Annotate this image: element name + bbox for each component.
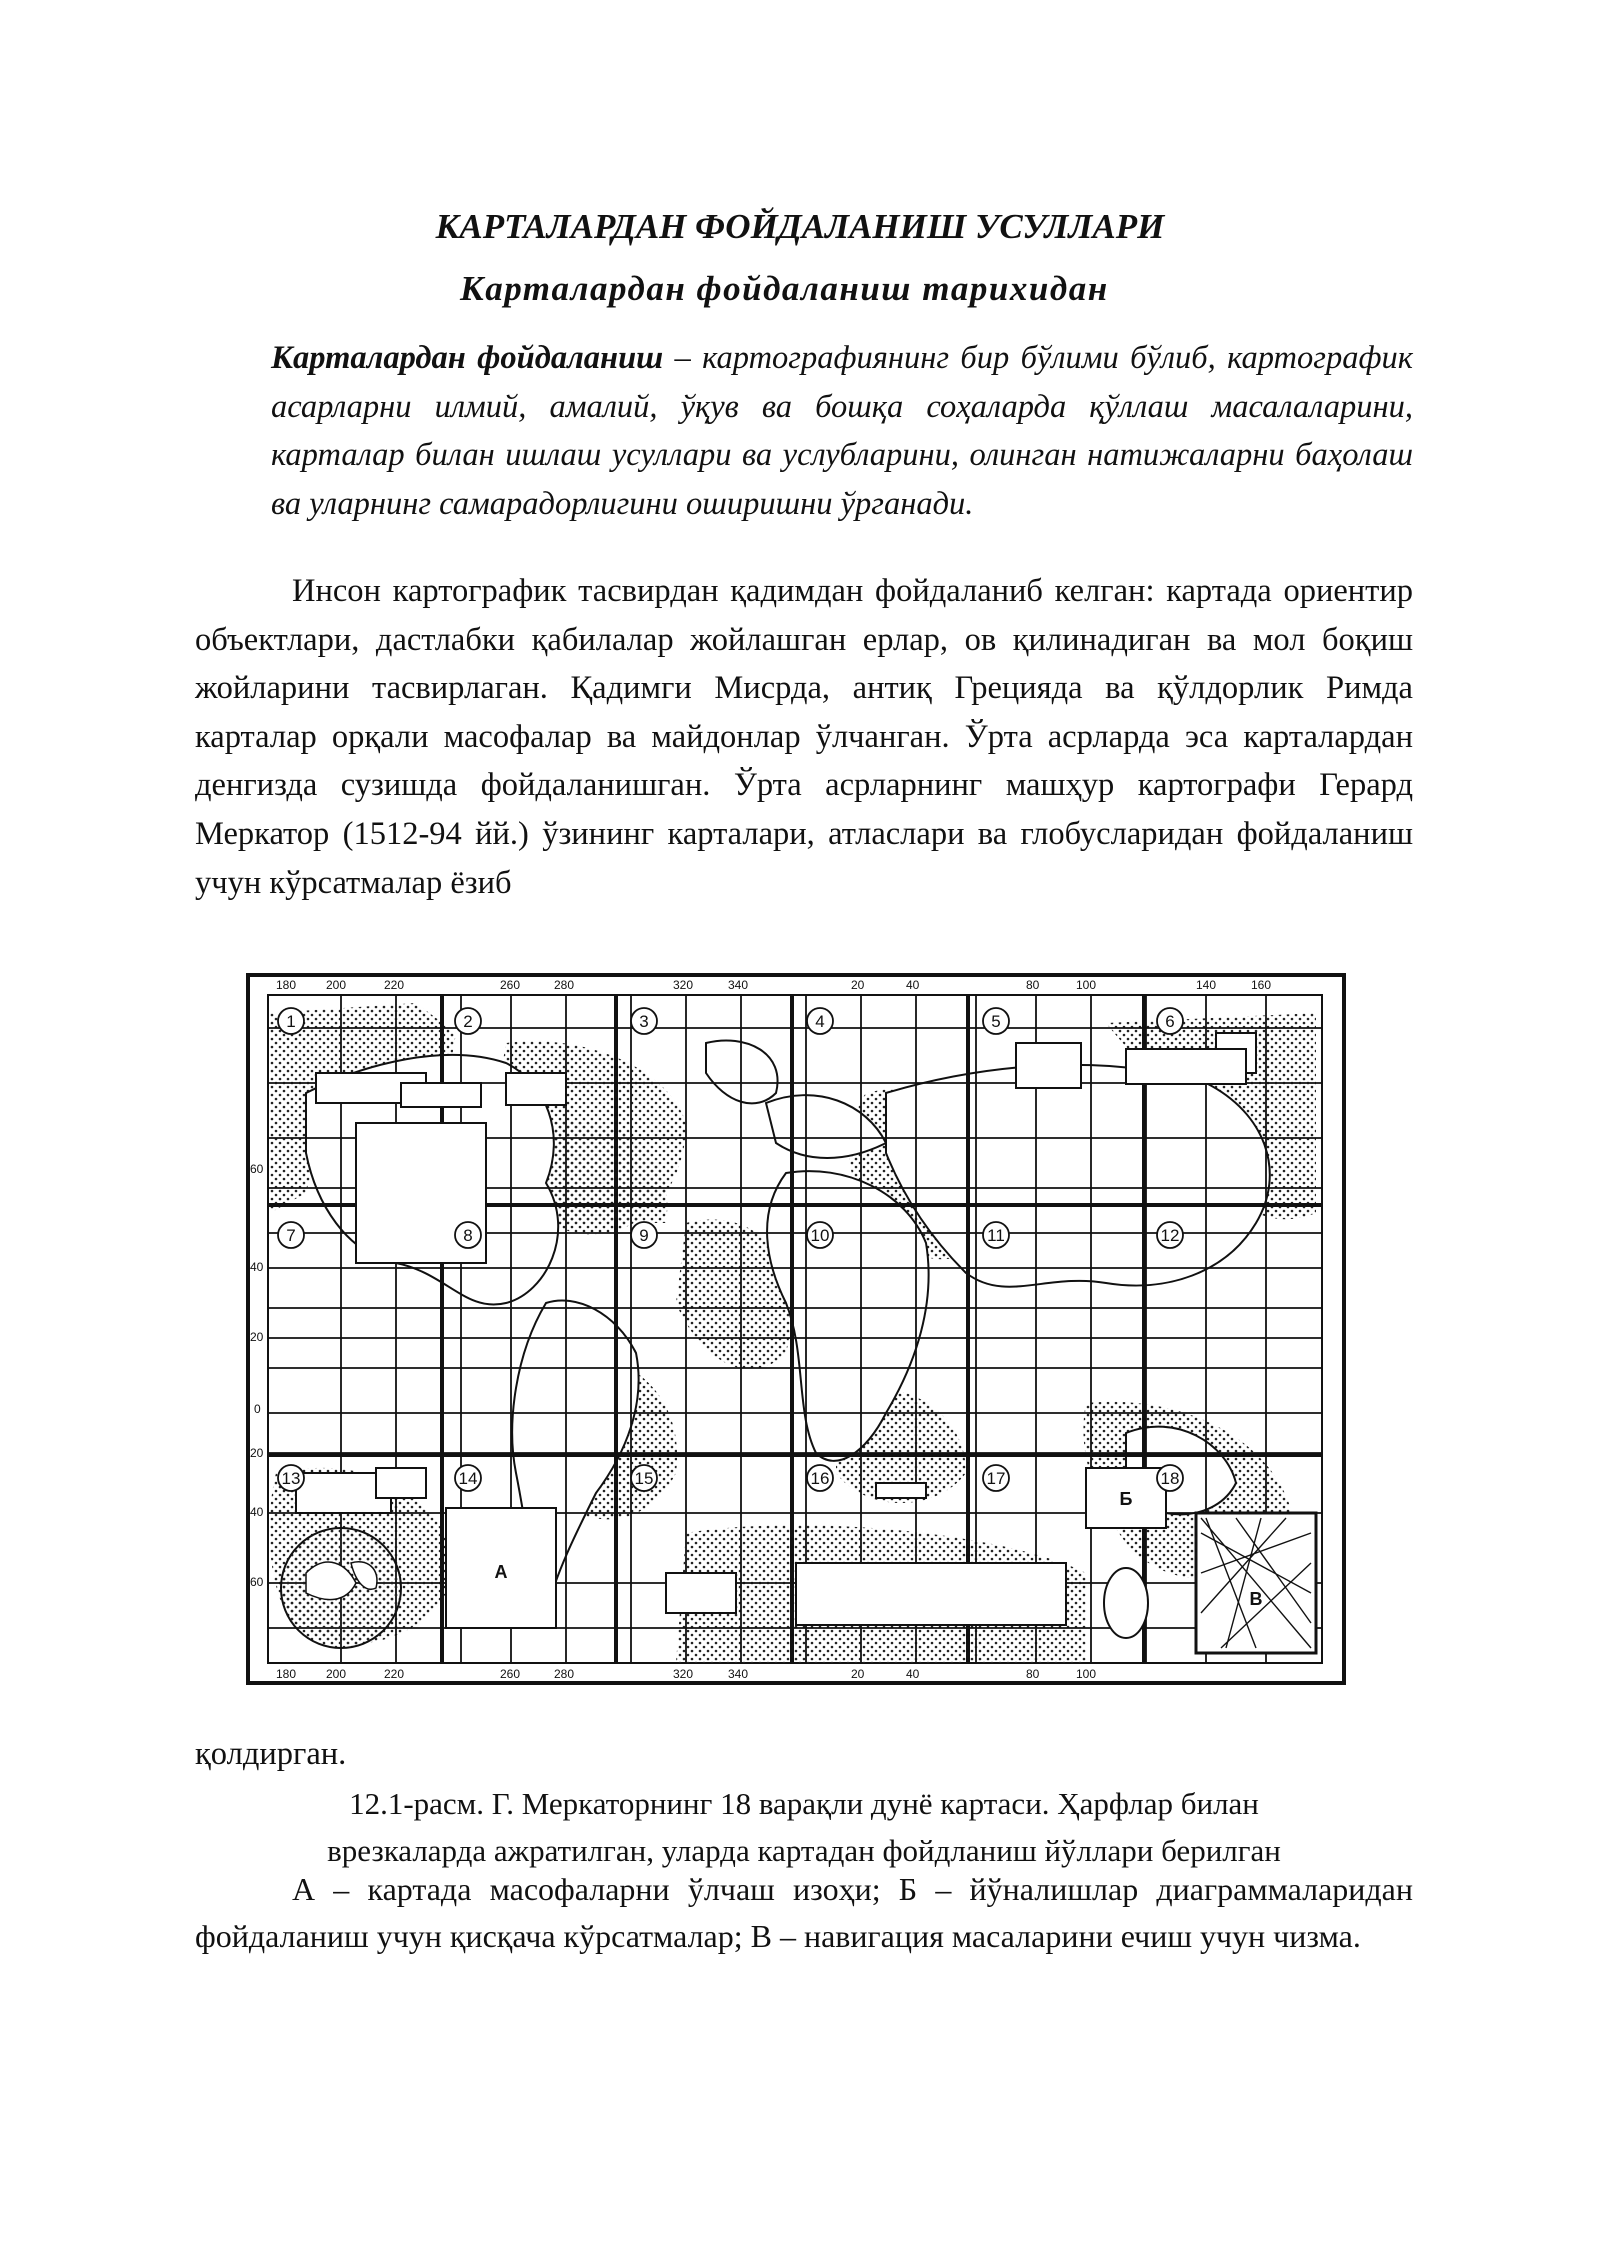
tick-label: 20: [851, 978, 865, 992]
tick-label: 40: [906, 1667, 920, 1681]
definition-term: Карталардан фойдаланиш: [271, 340, 664, 376]
hemisphere-inset: [281, 1528, 401, 1648]
tick-label: 320: [673, 978, 694, 992]
tick-label: 60: [250, 1162, 264, 1176]
figure-legend-paragraph: А – картада масофаларни ўлчаш изоҳи; Б – йўналишлар диаграммаларидан фойдаланиш учун қисқача кўрсатмалар; В – навигация масаларини ечиш учун чизма.: [195, 1871, 1413, 1954]
sheet-number: 16: [810, 1469, 830, 1488]
sheet-number: 8: [463, 1226, 473, 1245]
inset-v: [1196, 1513, 1316, 1653]
inset-b-label: Б: [1119, 1489, 1133, 1509]
sheet-number: 12: [1160, 1226, 1180, 1245]
inset-a: [446, 1508, 556, 1628]
definition-text: – картографиянинг бир бўлими бўлиб, картографик асарларни илмий, амалий, ўқув ва бошқа соҳаларда қўллаш масалаларини, карталар билан ишлаш усуллари ва услубларини, олинган натижаларни баҳолаш ва уларнинг самарадорлигини оширишни ўрганади.: [271, 340, 1413, 522]
tick-label: 320: [673, 1667, 694, 1681]
definition-paragraph: [271, 334, 1413, 528]
tick-label: 340: [728, 978, 749, 992]
sheet-number: 7: [286, 1226, 296, 1245]
inset-v-label: В: [1249, 1589, 1263, 1609]
mercator-world-map-figure: [246, 973, 1346, 1685]
sheet-number: 1: [286, 1012, 296, 1031]
tick-label: 280: [554, 978, 575, 992]
tick-label: 60: [250, 1575, 264, 1589]
tick-label: 40: [250, 1505, 264, 1519]
tick-label: 40: [906, 978, 920, 992]
tick-label: 180: [276, 978, 297, 992]
map-svg: [246, 973, 1346, 1685]
tick-label: 220: [384, 1667, 405, 1681]
tick-label: 20: [250, 1446, 264, 1460]
caption-line-1: 12.1-расм. Г. Меркаторнинг 18 варақли дунё картаси. Ҳарфлар билан: [349, 1786, 1259, 1821]
sheet-number: 5: [991, 1012, 1001, 1031]
tick-label: 200: [326, 1667, 347, 1681]
tick-label: 0: [254, 1402, 261, 1416]
tick-label: 260: [500, 978, 521, 992]
tick-label: 140: [1196, 978, 1217, 992]
ellipse-inset: [1104, 1568, 1148, 1638]
tick-label: 160: [1251, 978, 1272, 992]
sheet-number: 15: [634, 1469, 654, 1488]
sheet-number: 6: [1165, 1012, 1175, 1031]
tick-label: 100: [1076, 1667, 1097, 1681]
tick-label: 340: [728, 1667, 749, 1681]
sheet-number: 3: [639, 1012, 649, 1031]
tick-label: 20: [851, 1667, 865, 1681]
sheet-number: 2: [463, 1012, 473, 1031]
tick-label: 200: [326, 978, 347, 992]
section-subtitle: Карталардан фойдаланиш тарихидан: [460, 269, 1109, 308]
sheet-number: 4: [815, 1012, 825, 1031]
tick-label: 220: [384, 978, 405, 992]
page-title: КАРТАЛАРДАН ФОЙДАЛАНИШ УСУЛЛАРИ: [435, 207, 1165, 246]
sheet-number: 17: [986, 1469, 1006, 1488]
sheet-number: 10: [810, 1226, 830, 1245]
tick-label: 180: [276, 1667, 297, 1681]
sheet-number: 18: [1160, 1469, 1180, 1488]
tick-label: 20: [250, 1330, 264, 1344]
tick-label: 80: [1026, 978, 1040, 992]
sheet-number: 13: [281, 1469, 301, 1488]
sheet-number: 9: [639, 1226, 649, 1245]
tick-label: 260: [500, 1667, 521, 1681]
caption-line-2: врезкаларда ажратилган, уларда картадан фойдланиш йўллари берилган: [327, 1833, 1281, 1868]
tick-label: 80: [1026, 1667, 1040, 1681]
inset-a-label: А: [494, 1562, 508, 1582]
tick-label: 40: [250, 1260, 264, 1274]
sheet-number: 14: [458, 1469, 478, 1488]
continuation-line: қолдирган.: [195, 1736, 347, 1772]
figure-caption: [195, 1780, 1413, 1874]
tick-label: 100: [1076, 978, 1097, 992]
inset-b: [1086, 1468, 1166, 1528]
tick-label: 280: [554, 1667, 575, 1681]
sheet-number: 11: [987, 1226, 1005, 1245]
history-paragraph: Инсон картографик тасвирдан қадимдан фойдаланиб келган: картада ориентир объектлари, дастлабки қабилалар жойлашган ерлар, ов қилинадиган ва мол боқиш жойларини тасвирлаган. Қадимги Мисрда, антиқ Грецияда ва қўлдорлик Римда карталар орқали масофалар ва майдонлар ўлчанган. Ўрта асрларда эса карталардан денгизда сузишда фойдаланишган. Ўрта асрларнинг машҳур картографи Герард Меркатор (1512-94 йй.) ўзининг карталари, атласлари ва глобусларидан фойдаланиш учун кўрсатмалар ёзиб: [195, 573, 1413, 901]
